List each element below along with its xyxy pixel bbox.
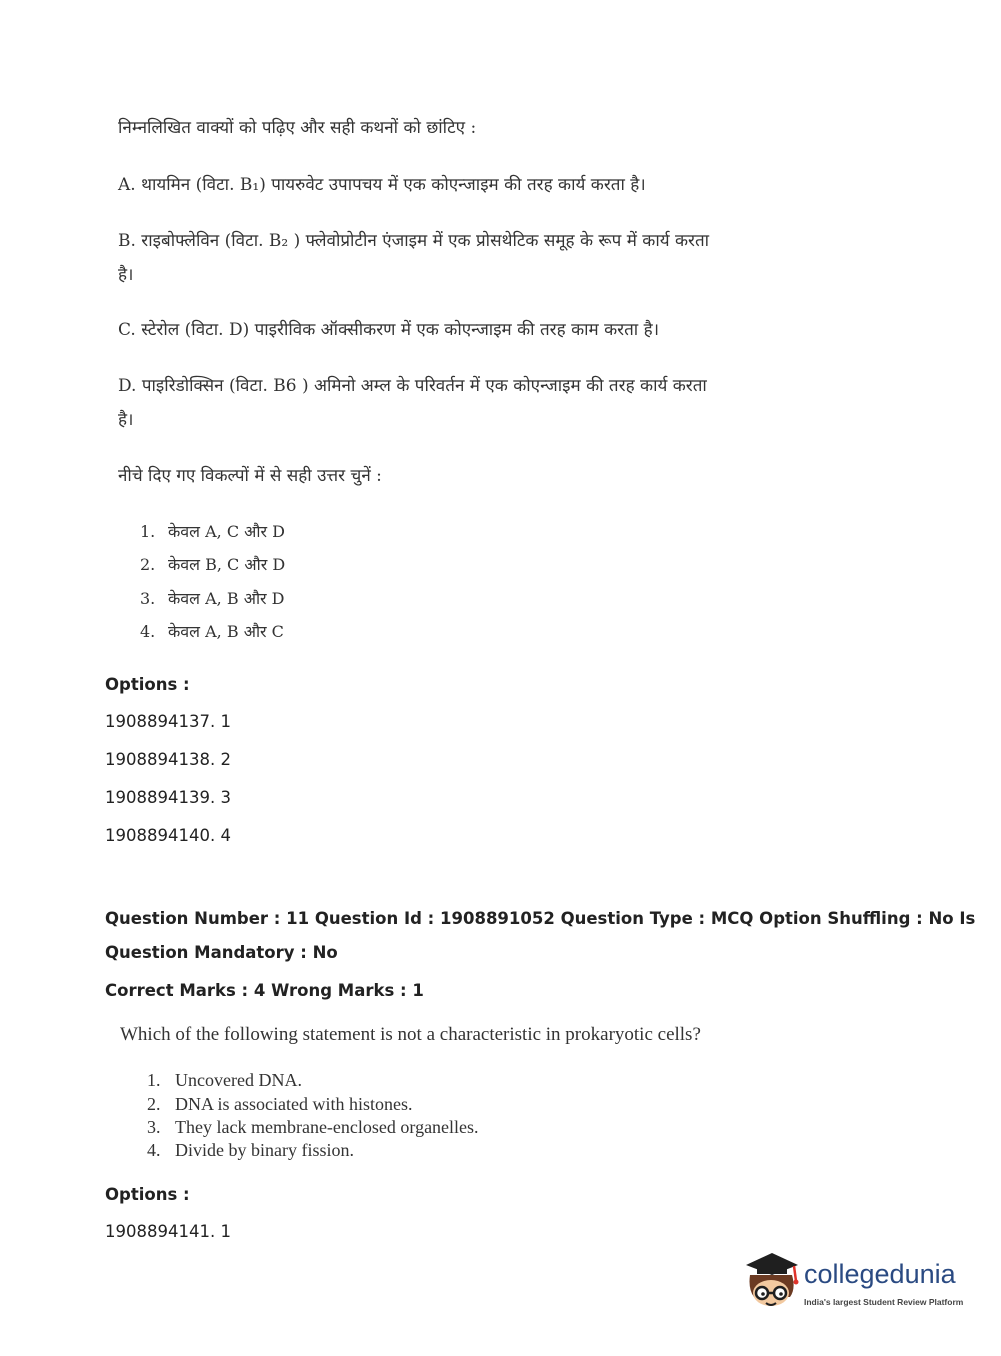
choice-text: Divide by binary fission. [175, 1140, 354, 1160]
question-choice [147, 1094, 412, 1115]
logo-wordmark: collegedunia [804, 1259, 956, 1289]
question-meta-line2: Question Mandatory : No [105, 943, 338, 962]
hindi-choice [140, 553, 285, 575]
hindi-question-intro: निम्नलिखित वाक्यों को पढ़िए और सही कथनों को छांटिए : [118, 118, 477, 138]
hindi-statement-a: A. थायमिन (विटा. B₁) पायरुवेट उपापचय में एक कोएन्जाइम की तरह कार्य करता है। [118, 175, 646, 195]
question-marks: Correct Marks : 4 Wrong Marks : 1 [105, 981, 424, 1000]
question-choice [147, 1070, 302, 1091]
option-item: 1908894137. 1 [105, 712, 231, 731]
choice-number: 1. [147, 1070, 161, 1090]
question-choice [147, 1117, 479, 1138]
choice-text: DNA is associated with histones. [175, 1094, 413, 1114]
choice-number: 4. [147, 1140, 161, 1160]
choice-text: Uncovered DNA. [175, 1070, 302, 1090]
hindi-statement-b-line1: B. राइबोफ्लेविन (विटा. B₂ ) फ्लेवोप्रोटीन एंजाइम में एक प्रोसथेटिक समूह के रूप में कार्य करता [118, 231, 710, 251]
hindi-statement-d-line1: D. पाइरिडोक्सिन (विटा. B6 ) अमिनो अम्ल के परिवर्तन में एक कोएन्जाइम की तरह कार्य करता [118, 376, 707, 396]
hindi-choose-prompt: नीचे दिए गए विकल्पों में से सही उत्तर चुनें : [118, 466, 382, 486]
question-meta-line1: Question Number : 11 Question Id : 1908891052 Question Type : MCQ Option Shuffling : No Is [105, 909, 976, 928]
hindi-statement-b-line2: है। [118, 265, 134, 285]
question-choice [147, 1140, 354, 1161]
choice-number: 3. [140, 589, 156, 608]
option-item: 1908894138. 2 [105, 750, 231, 769]
choice-text: केवल B, C और D [168, 555, 286, 574]
choice-number: 3. [147, 1117, 161, 1137]
choice-text: केवल A, B और C [168, 622, 284, 641]
choice-text: केवल A, B और D [168, 589, 285, 608]
question-text: Which of the following statement is not a characteristic in prokaryotic cells? [120, 1024, 701, 1045]
mascot-icon [740, 1249, 802, 1311]
hindi-statement-d-line2: है। [118, 410, 134, 430]
choice-text: They lack membrane-enclosed organelles. [175, 1117, 479, 1137]
hindi-choice [140, 520, 285, 542]
choice-number: 2. [140, 555, 156, 574]
option-item: 1908894139. 3 [105, 788, 231, 807]
hindi-statement-c: C. स्टेरोल (विटा. D) पाइरीविक ऑक्सीकरण में एक कोएन्जाइम की तरह काम करता है। [118, 320, 660, 340]
hindi-choice [140, 587, 285, 609]
option-item: 1908894140. 4 [105, 826, 231, 845]
option-item: 1908894141. 1 [105, 1222, 231, 1241]
logo-tagline: India's largest Student Review Platform [804, 1297, 964, 1307]
choice-number: 2. [147, 1094, 161, 1114]
hindi-choice [140, 620, 284, 642]
collegedunia-logo [740, 1247, 970, 1317]
options-label: Options : [105, 675, 190, 694]
options-label: Options : [105, 1185, 190, 1204]
choice-text: केवल A, C और D [168, 522, 285, 541]
choice-number: 1. [140, 522, 156, 541]
choice-number: 4. [140, 622, 156, 641]
